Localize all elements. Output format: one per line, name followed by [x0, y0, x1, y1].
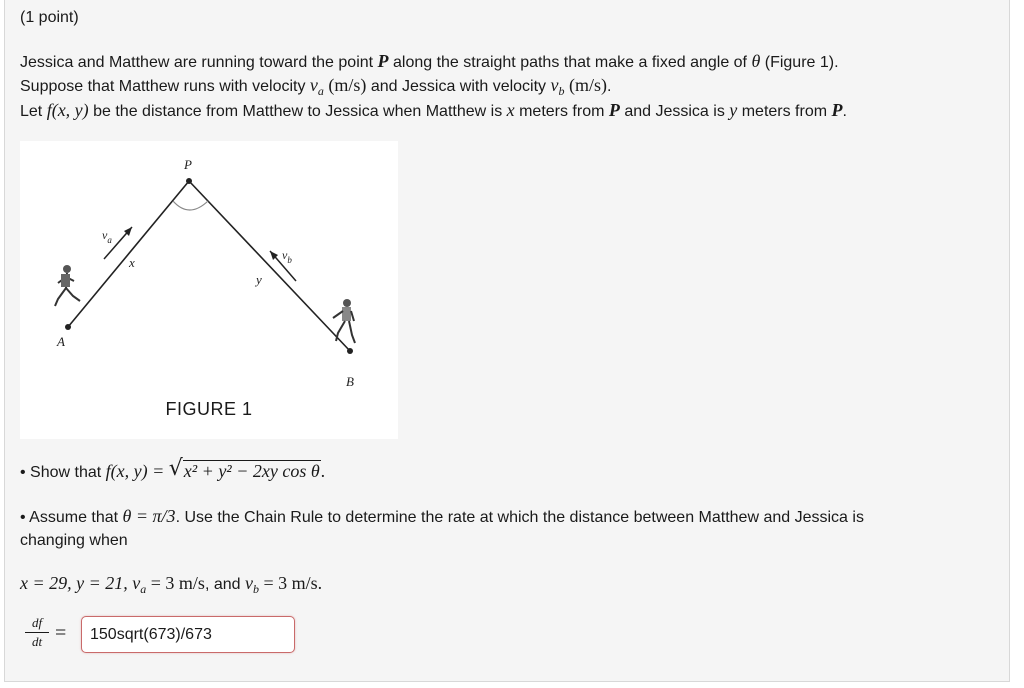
jessica-figure [333, 299, 355, 343]
values-line: x = 29, y = 21, $v_a = 3$ m/s, and $v_b = 3$ m/s. [20, 573, 323, 597]
figure-1 [20, 141, 398, 439]
label-x: x [129, 255, 135, 270]
answer-input[interactable] [81, 616, 295, 653]
sqrt-expression: √ x² + y² − 2xy cos θ [168, 456, 320, 481]
label-va: $v_a$ [102, 228, 112, 245]
point-p-dot [186, 178, 192, 184]
label-vb: $v_b$ [282, 248, 292, 265]
bullet-assume-line-1: • Assume that θ = π/3. Use the Chain Rule to determine the rate at which the distance between Matthew and Jessica is [20, 506, 864, 526]
point-a-dot [65, 324, 71, 330]
problem-line-2: Suppose that Matthew runs with velocity $v_a$ (m/s) and Jessica with velocity $v_b$ (m/s). [20, 75, 612, 99]
derivative-numerator: df [25, 615, 49, 633]
label-y: y [256, 272, 262, 287]
bullet-assume-line-2: changing when [20, 532, 128, 549]
point-b-dot [347, 348, 353, 354]
path-a [68, 181, 189, 327]
problem-line-3: Let f(x, y) be the distance from Matthew to Jessica when Matthew is x meters from P and Jessica is y meters from P. [20, 100, 847, 120]
label-b: B [346, 374, 354, 389]
label-a: A [57, 334, 65, 349]
problem-panel [4, 0, 1010, 682]
figure-diagram [20, 141, 398, 439]
problem-line-1: Jessica and Matthew are running toward the point P along the straight paths that make a fixed angle of θ (Figure 1). [20, 51, 839, 71]
figure-caption: FIGURE 1 [165, 399, 253, 419]
derivative-denominator: dt [31, 634, 43, 649]
equals-sign: = [55, 622, 67, 644]
derivative-fraction [25, 615, 49, 650]
path-b [189, 181, 350, 351]
matthew-figure [55, 265, 80, 306]
angle-arc [173, 201, 208, 210]
bullet-show-that: • Show that f(x, y) = √ x² + y² − 2xy cos θ. [20, 456, 326, 481]
label-p: P [184, 157, 192, 172]
points-label: (1 point) [20, 9, 79, 26]
